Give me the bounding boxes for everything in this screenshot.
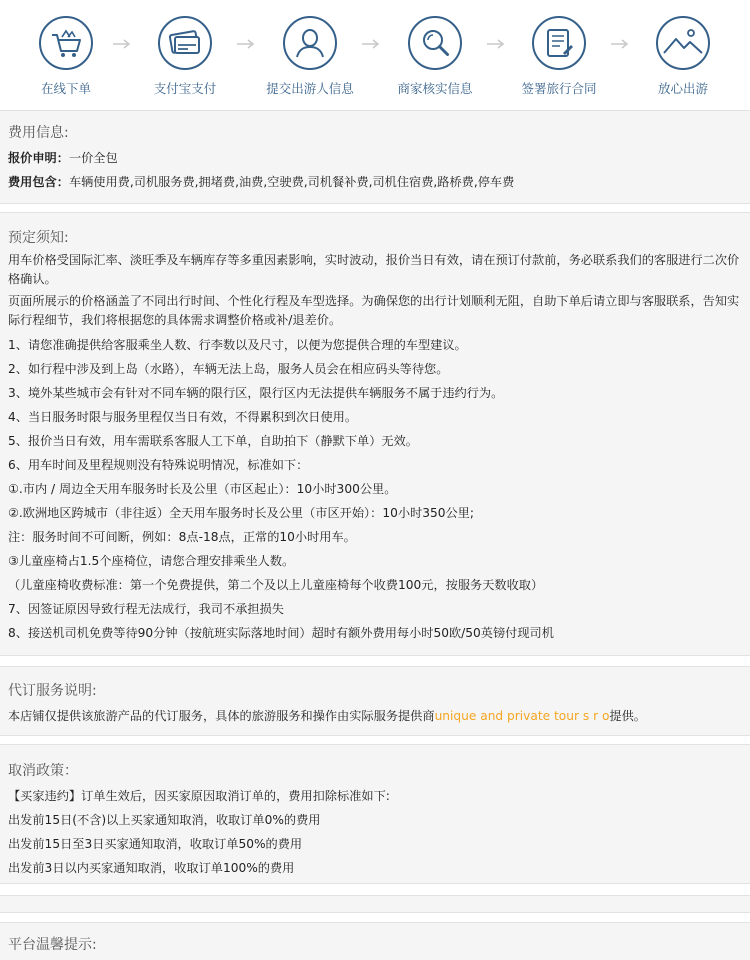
step-label: 商家核实信息 <box>397 81 473 96</box>
step-label: 在线下单 <box>40 81 91 96</box>
agency-service-panel <box>0 666 750 736</box>
agency-text-before: 本店铺仅提供该旅游产品的代订服务，具体的旅游服务和操作由实际服务提供商 <box>8 709 435 723</box>
fee-info-panel <box>0 110 750 204</box>
booking-note-item: 注：服务时间不可间断，例如：8点-18点，正常的10小时用车。 <box>8 530 356 544</box>
booking-note-item: 2、如行程中涉及到上岛（水路），车辆无法上岛，服务人员会在相应码头等待您。 <box>8 362 449 376</box>
step-alipay <box>130 15 240 97</box>
step-submit-traveler-info <box>255 15 365 97</box>
include-value: 车辆使用费,司机服务费,拥堵费,油费,空驶费,司机餐补费,司机住宿费,路桥费,停车费 <box>68 175 515 189</box>
booking-note-item: 6、用车时间及里程规则没有特殊说明情况，标准如下： <box>8 458 309 472</box>
arrow-right-icon <box>486 38 506 50</box>
quote-label: 报价申明： <box>8 151 69 165</box>
step-order-online <box>11 15 121 97</box>
booking-note-item: ②.欧洲地区跨城市（非往返）全天用车服务时长及公里（市区开始）：10小时350公里; <box>8 506 474 520</box>
quote-statement <box>8 146 742 170</box>
booking-note-item: 4、当日服务时限与服务里程仅当日有效，不得累积到次日使用。 <box>8 410 358 424</box>
step-label: 支付宝支付 <box>153 81 217 96</box>
user-icon <box>282 15 338 71</box>
arrow-right-icon <box>236 38 256 50</box>
arrow-right-icon <box>361 38 381 50</box>
booking-note-item: 1、请您准确提供给客服乘坐人数、行李数以及尺寸，以便为您提供合理的车型建议。 <box>8 338 467 352</box>
step-merchant-verify <box>380 15 490 97</box>
step-label: 提交出游人信息 <box>266 81 354 96</box>
booking-intro-contact: 页面所展示的价格涵盖了不同出行时间、个性化行程及车型选择。为确保您的出行计划顺利无阻，自助下单后请立即与客服联系，告知实际行程细节，我们将根据您的具体需求调整价格或补/退差价。 <box>8 294 740 327</box>
arrow-right-icon <box>112 38 132 50</box>
step-sign-contract <box>504 15 614 97</box>
mountain-icon <box>655 15 711 71</box>
booking-note-item: 8、接送机司机免费等待90分钟（按航班实际落地时间）超时有额外费用每小时50欧/50英镑付现司机 <box>8 626 554 640</box>
booking-note-item: 7、因签证原因导致行程无法成行，我司不承担损失 <box>8 602 284 616</box>
booking-notes-title: 预定须知: <box>8 230 69 246</box>
agency-service-text <box>8 704 742 728</box>
fee-info-title: 费用信息: <box>8 125 69 141</box>
platform-tips-panel <box>0 922 750 960</box>
booking-notes-panel <box>0 212 750 656</box>
provider-link[interactable]: unique and private tour s r o <box>434 709 610 723</box>
fee-includes <box>8 170 742 194</box>
step-label: 签署旅行合同 <box>521 81 597 96</box>
booking-note-item: （儿童座椅收费标准：第一个免费提供，第二个及以上儿童座椅每个收费100元，按服务天数收取） <box>8 578 544 592</box>
step-label: 放心出游 <box>657 81 708 96</box>
booking-note-item: ①.市内 / 周边全天用车服务时长及公里（市区起止）：10小时300公里。 <box>8 482 397 496</box>
cancel-line: 出发前15日(不含)以上买家通知取消，收取订单0%的费用 <box>8 813 321 827</box>
quote-value: 一价全包 <box>68 151 118 165</box>
agency-text-after: 提供。 <box>609 709 646 723</box>
cancel-line: 【买家违约】订单生效后，因买家原因取消订单的，费用扣除标准如下: <box>8 789 390 803</box>
contract-icon <box>531 15 587 71</box>
booking-steps <box>0 0 750 108</box>
arrow-right-icon <box>610 38 630 50</box>
search-icon <box>407 15 463 71</box>
step-worry-free-travel <box>628 15 738 97</box>
cancel-line: 出发前15日至3日买家通知取消，收取订单50%的费用 <box>8 837 303 851</box>
booking-note-item: ③儿童座椅占1.5个座椅位，请您合理安排乘坐人数。 <box>8 554 295 568</box>
booking-note-item: 3、境外某些城市会有针对不同车辆的限行区，限行区内无法提供车辆服务不属于违约行为。 <box>8 386 504 400</box>
cancellation-policy-panel <box>0 744 750 884</box>
platform-tips-title: 平台温馨提示: <box>8 937 97 953</box>
shopping-cart-icon <box>38 15 94 71</box>
divider-strip <box>0 895 750 913</box>
booking-note-item: 5、报价当日有效，用车需联系客服人工下单，自助拍下（静默下单）无效。 <box>8 434 418 448</box>
include-label: 费用包含： <box>8 175 69 189</box>
agency-service-title: 代订服务说明: <box>8 683 97 699</box>
cancellation-policy-title: 取消政策： <box>8 763 78 779</box>
booking-intro-price: 用车价格受国际汇率、淡旺季及车辆库存等多重因素影响，实时波动，报价当日有效，请在预订付款前，务必联系我们的客服进行二次价格确认。 <box>8 253 740 286</box>
credit-card-icon <box>157 15 213 71</box>
cancel-line: 出发前3日以内买家通知取消，收取订单100%的费用 <box>8 861 295 875</box>
